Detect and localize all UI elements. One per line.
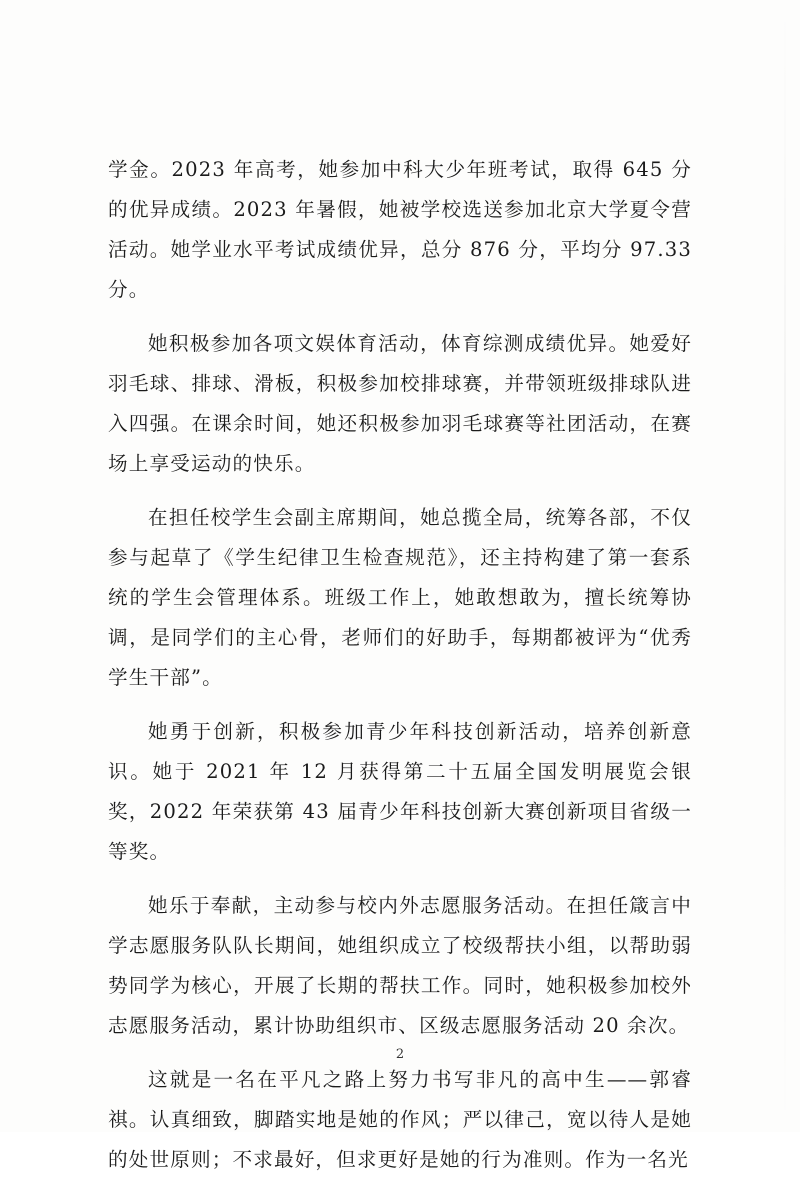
scan-edge: [784, 0, 786, 1132]
document-body: [108, 150, 692, 1194]
paragraph-continuation: 学金。2023 年高考，她参加中科大少年班考试，取得 645 分的优异成绩。2023 年暑假，她被学校选送参加北京大学夏令营活动。她学业水平考试成绩优异，总分 876 分，平均分 97.33 分。: [108, 158, 692, 301]
paragraph-sports: 她积极参加各项文娱体育活动，体育综测成绩优异。她爱好羽毛球、排球、滑板，积极参加校排球赛，并带领班级排球队进入四强。在课余时间，她还积极参加羽毛球赛等社团活动，在赛场上享受运动的快乐。: [108, 332, 692, 475]
paragraph-innovation: 她勇于创新，积极参加青少年科技创新活动，培养创新意识。她于 2021 年 12 月获得第二十五届全国发明展览会银奖，2022 年荣获第 43 届青少年科技创新大赛创新项目省级一等奖。: [108, 720, 692, 863]
paragraph-student-union: 在担任校学生会副主席期间，她总揽全局，统筹各部，不仅参与起草了《学生纪律卫生检查规范》，还主持构建了第一套系统的学生会管理体系。班级工作上，她敢想敢为，擅长统筹协调，是同学们的主心骨，老师们的好助手，每期都被评为“优秀学生干部”。: [108, 506, 692, 689]
paragraph-volunteer: 她乐于奉献，主动参与校内外志愿服务活动。在担任箴言中学志愿服务队队长期间，她组织成立了校级帮扶小组，以帮助弱势同学为核心，开展了长期的帮扶工作。同时，她积极参加校外志愿服务活动，累计协助组织市、区级志愿服务活动 20 余次。: [108, 894, 692, 1037]
paragraph-summary: 这就是一名在平凡之路上努力书写非凡的高中生——郭睿祺。认真细致，脚踏实地是她的作风；严以律己，宽以待人是她的处世原则；不求最好，但求更好是她的行为准则。作为一名光: [108, 1068, 692, 1171]
page-number: 2: [395, 1047, 405, 1062]
